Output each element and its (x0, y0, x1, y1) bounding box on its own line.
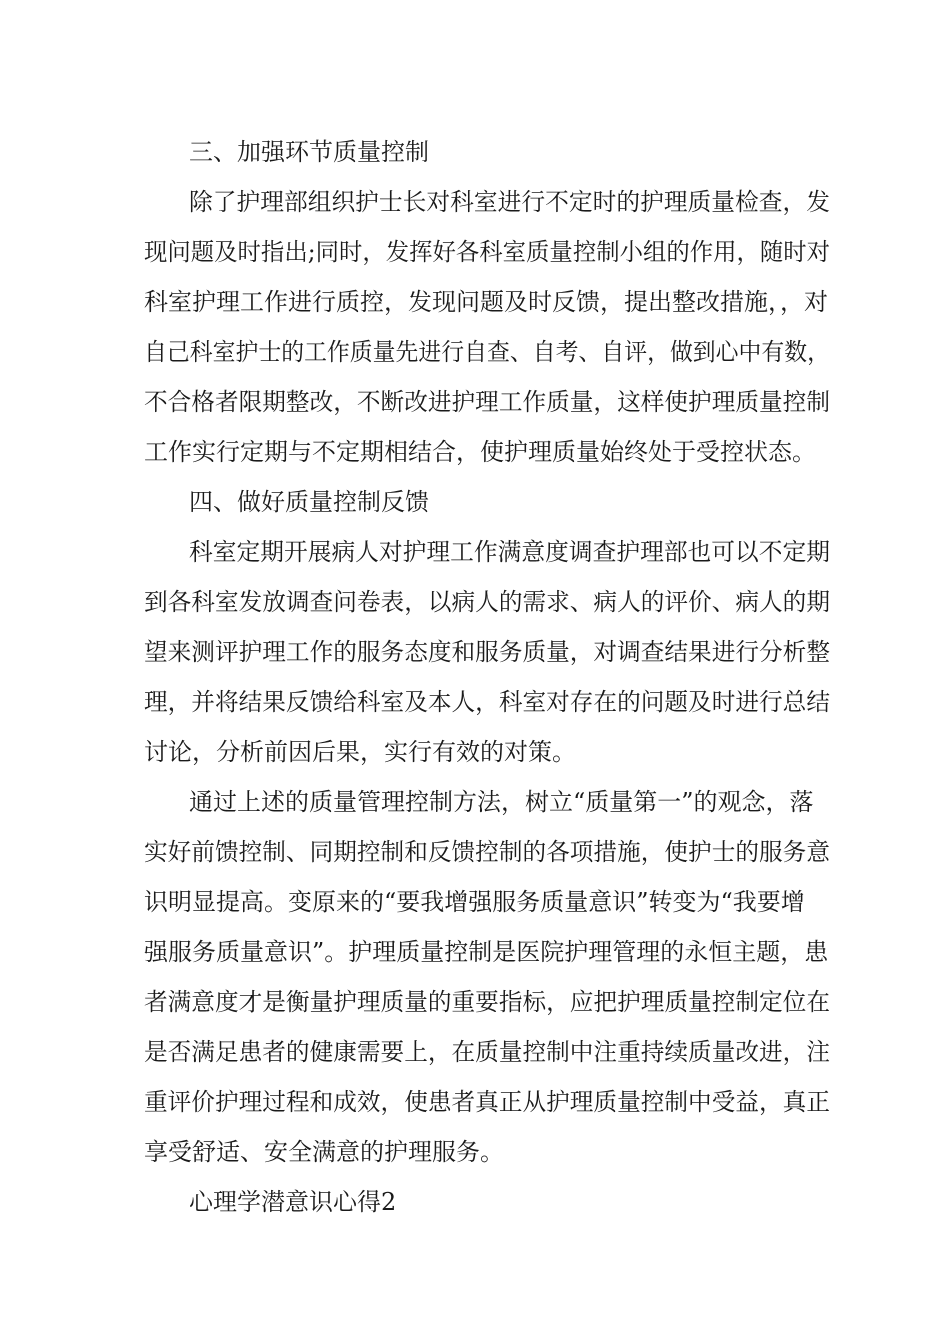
paragraph-line: 通过上述的质量管理控制方法，树立“质量第一”的观念，落 (189, 788, 814, 816)
paragraph-line: 除了护理部组织护士长对科室进行不定时的护理质量检查，发 (189, 188, 831, 216)
paragraph-line: 识明显提高。变原来的“要我增强服务质量意识”转变为“我要增 (144, 888, 805, 916)
paragraph-line: 是否满足患者的健康需要上，在质量控制中注重持续质量改进，注 (144, 1038, 830, 1066)
article-title: 心理学潜意识心得2 (189, 1188, 397, 1216)
paragraph-line: 现问题及时指出;同时，发挥好各科室质量控制小组的作用，随时对 (144, 238, 831, 266)
paragraph-line: 不合格者限期整改，不断改进护理工作质量，这样使护理质量控制 (144, 388, 830, 416)
paragraph-line: 自己科室护士的工作质量先进行自查、自考、自评，做到心中有数， (144, 338, 831, 366)
paragraph-line: 理，并将结果反馈给科室及本人，科室对存在的问题及时进行总结 (144, 688, 830, 716)
paragraph-line: 科室定期开展病人对护理工作满意度调查护理部也可以不定期 (189, 538, 831, 566)
paragraph-line: 享受舒适、安全满意的护理服务。 (144, 1138, 504, 1166)
paragraph-line: 强服务质量意识”。护理质量控制是医院护理管理的永恒主题，患 (144, 938, 829, 966)
paragraph-line: 望来测评护理工作的服务态度和服务质量，对调查结果进行分析整 (144, 638, 830, 666)
paragraph-line: 讨论，分析前因后果，实行有效的对策。 (144, 738, 576, 766)
paragraph-line: 重评价护理过程和成效，使患者真正从护理质量控制中受益，真正 (144, 1088, 830, 1116)
paragraph-line: 者满意度才是衡量护理质量的重要指标，应把护理质量控制定位在 (144, 988, 830, 1016)
section-heading-quality-control: 三、加强环节质量控制 (189, 138, 429, 166)
paragraph-line: 科室护理工作进行质控，发现问题及时反馈，提出整改措施，，对 (144, 288, 828, 316)
paragraph-line: 到各科室发放调查问卷表，以病人的需求、病人的评价、病人的期 (144, 588, 830, 616)
paragraph-line: 实好前馈控制、同期控制和反馈控制的各项措施，使护士的服务意 (144, 838, 830, 866)
section-heading-feedback: 四、做好质量控制反馈 (189, 488, 429, 516)
paragraph-line: 工作实行定期与不定期相结合，使护理质量始终处于受控状态。 (144, 438, 816, 466)
